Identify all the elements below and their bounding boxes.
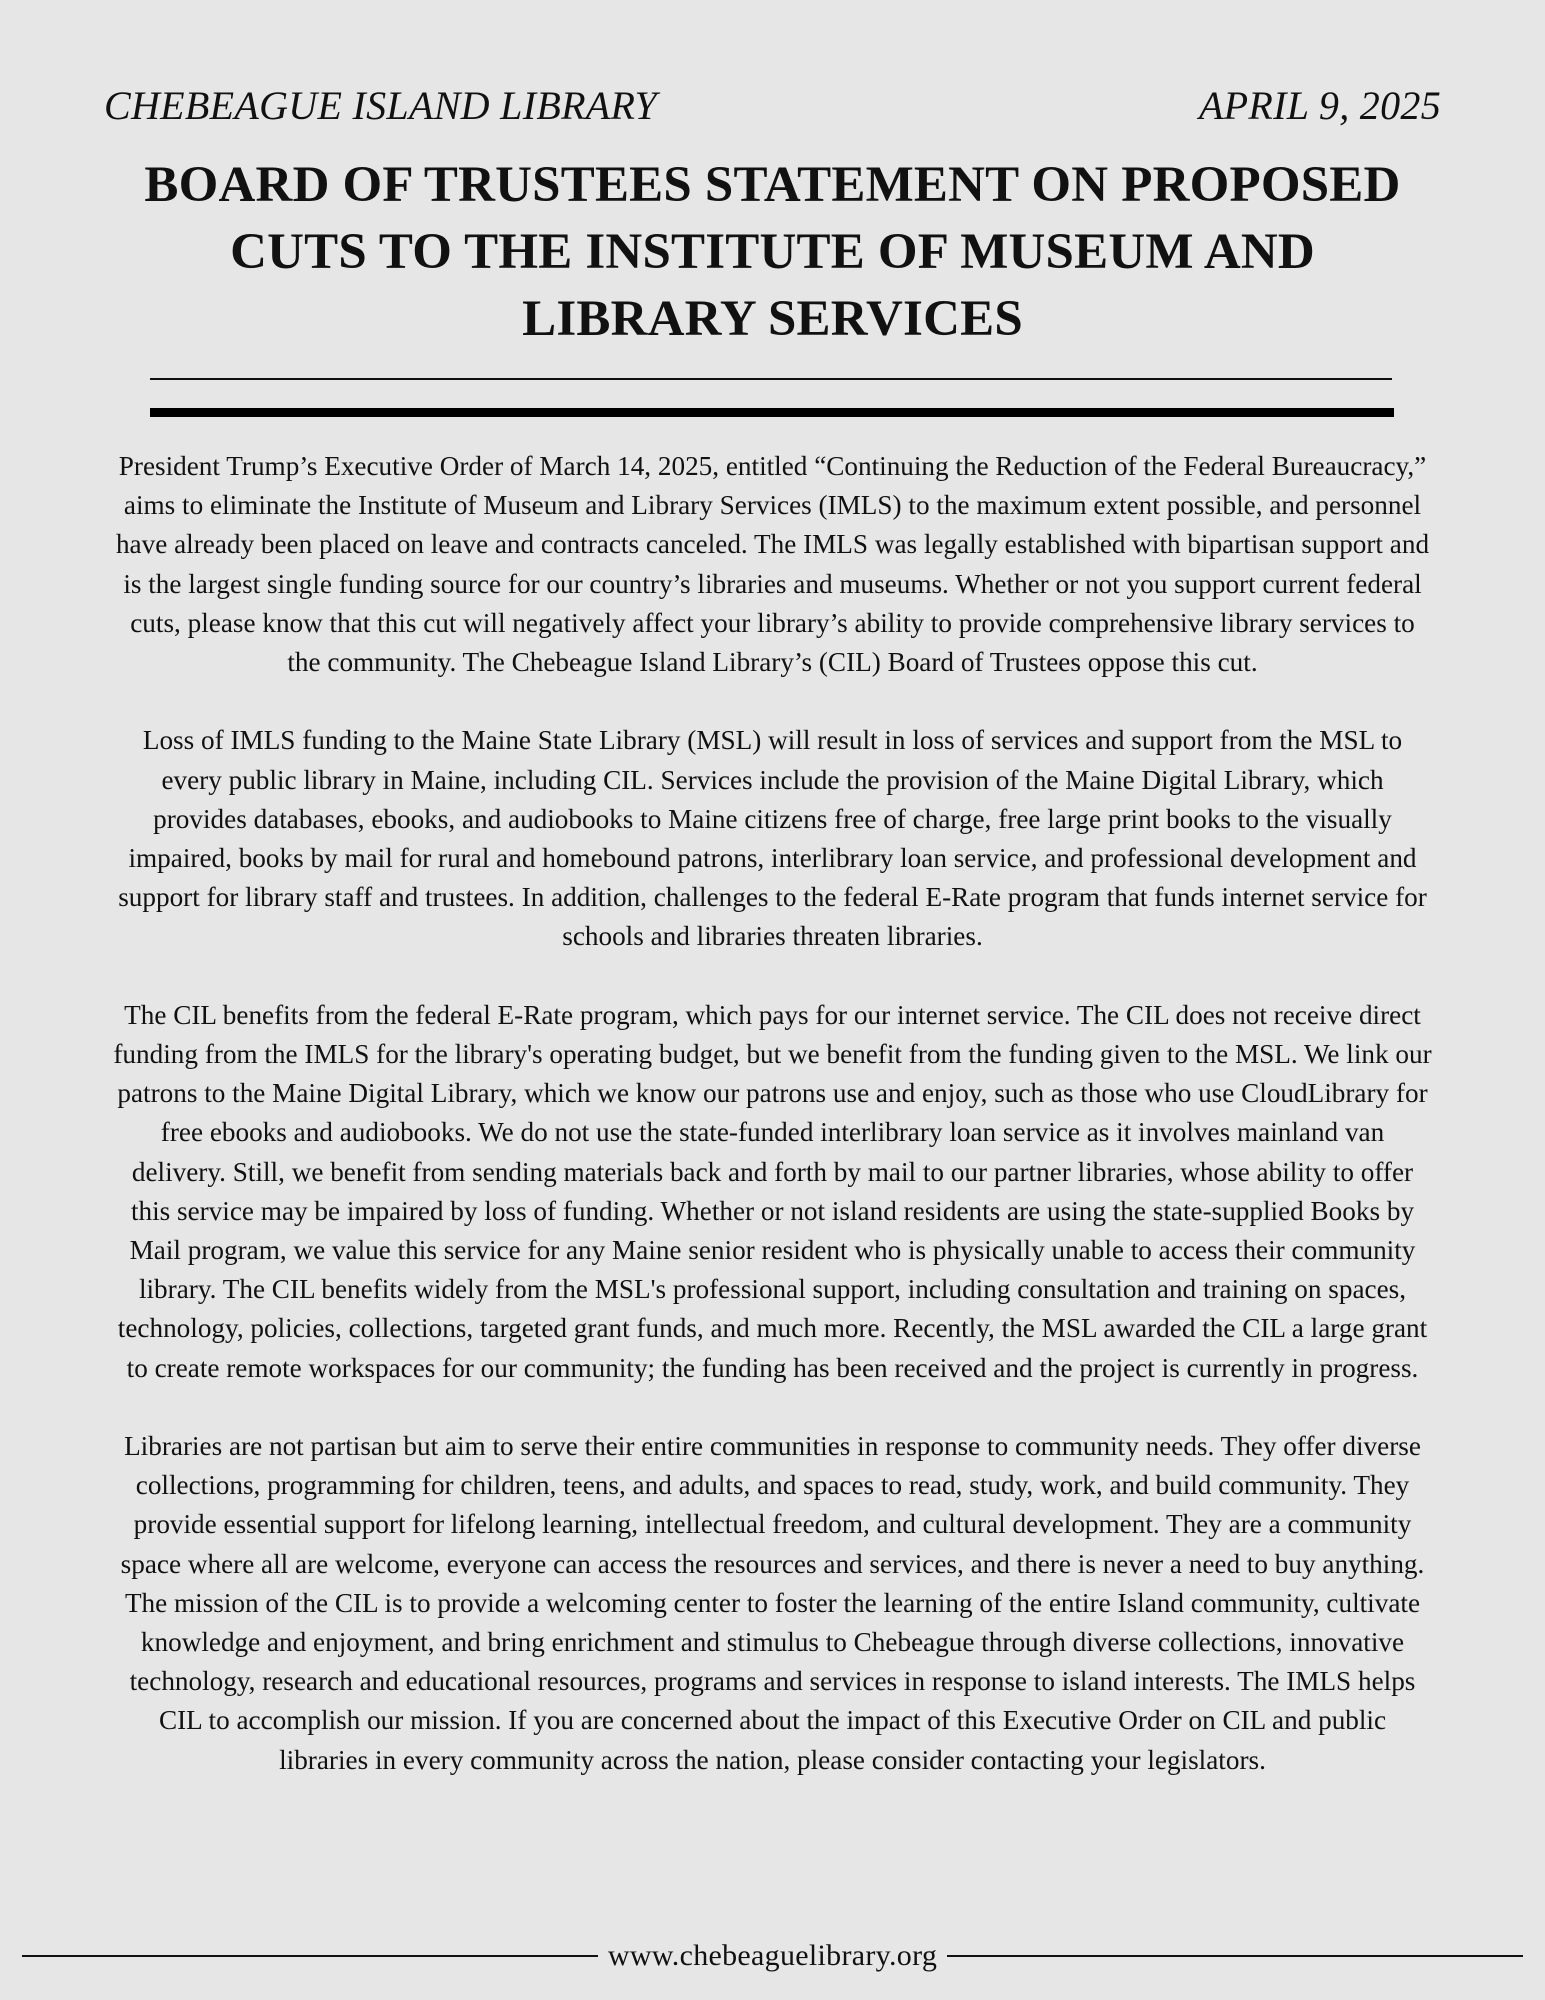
- paragraph-executive-order: President Trump’s Executive Order of March 14, 2025, entitled “Continuing the Reduction of the Federal Bureaucracy,” aims to eliminate the Institute of Museum and Library Services (IMLS) to the maximum extent possible, and personnel have already been placed on leave and contracts canceled. The IMLS was legally established with bipartisan support and is the largest single funding source for our country’s libraries and museums. Whether or not you support current federal cuts, please know that this cut will negatively affect your library’s ability to provide comprehensive library services to the community. The Chebeague Island Library’s (CIL) Board of Trustees oppose this cut.: [115, 451, 1430, 678]
- paragraph-library-mission: Libraries are not partisan but aim to serve their entire communities in response to community needs. They offer diverse collections, programming for children, teens, and adults, and spaces to read, study, work, and build community. They provide essential support for lifelong learning, intellectual freedom, and cultural development. They are a community space where all are welcome, everyone can access the resources and services, and there is never a need to buy anything. The mission of the CIL is to provide a welcoming center to foster the learning of the entire Island community, cultivate knowledge and enjoyment, and bring enrichment and stimulus to Chebeague through diverse collections, innovative technology, research and educational resources, programs and services in response to island interests. The IMLS helps CIL to accomplish our mission. If you are concerned about the impact of this Executive Order on CIL and public libraries in every community across the nation, please consider contacting your legislators.: [120, 1431, 1425, 1775]
- title-divider-thick: [150, 408, 1394, 417]
- footer: [22, 1934, 1523, 1978]
- footer-divider-left: [22, 1955, 598, 1957]
- footer-divider-right: [947, 1955, 1523, 1957]
- statement-body: [112, 447, 1433, 1819]
- paragraph-msl-funding: Loss of IMLS funding to the Maine State Library (MSL) will result in loss of services and support from the MSL to every public library in Maine, including CIL. Services include the provision of the Maine Digital Library, which provides databases, ebooks, and audiobooks to Maine citizens free of charge, free large print books to the visually impaired, books by mail for rural and homebound patrons, interlibrary loan service, and professional development and support for library staff and trustees. In addition, challenges to the federal E-Rate program that funds internet service for schools and libraries threaten libraries.: [118, 725, 1427, 952]
- paragraph-cil-benefits: The CIL benefits from the federal E-Rate program, which pays for our internet service. The CIL does not receive direct funding from the IMLS for the library's operating budget, but we benefit from the funding given to the MSL. We link our patrons to the Maine Digital Library, which we know our patrons use and enjoy, such as those who use CloudLibrary for free ebooks and audiobooks. We do not use the state-funded interlibrary loan service as it involves mainland van delivery. Still, we benefit from sending materials back and forth by mail to our partner libraries, whose ability to offer this service may be impaired by loss of funding. Whether or not island residents are using the state-supplied Books by Mail program, we value this service for any Maine senior resident who is physically unable to access their community library. The CIL benefits widely from the MSL's professional support, including consultation and training on spaces, technology, policies, collections, targeted grant funds, and much more. Recently, the MSL awarded the CIL a large grant to create remote workspaces for our community; the funding has been received and the project is currently in progress.: [113, 999, 1432, 1383]
- title-divider-thin: [150, 378, 1392, 380]
- document-date: APRIL 9, 2025: [1198, 82, 1441, 128]
- website-link[interactable]: www.chebeaguelibrary.org: [607, 1939, 938, 1972]
- page-title: BOARD OF TRUSTEES STATEMENT ON PROPOSED CUTS TO THE INSTITUTE OF MUSEUM AND LIBRARY SERVICES: [144, 157, 1401, 347]
- organization-name: CHEBEAGUE ISLAND LIBRARY: [104, 82, 658, 128]
- document-header: [104, 78, 1441, 132]
